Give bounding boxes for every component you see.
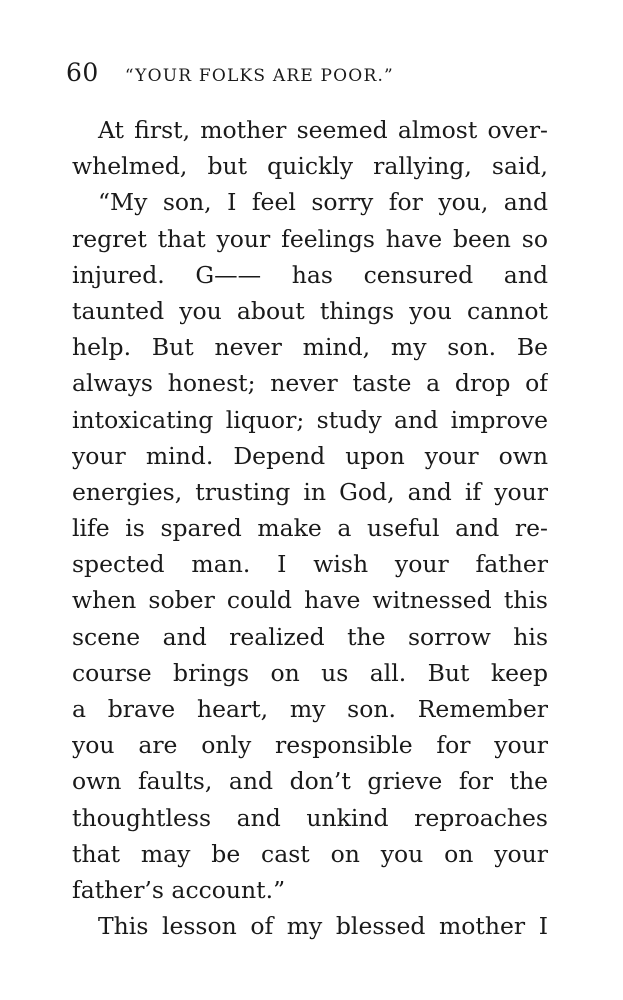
text-line: help. But never mind, my son. Be: [72, 333, 548, 362]
text-line: scene and realized the sorrow his: [72, 622, 548, 651]
running-head: “YOUR FOLKS ARE POOR.”: [124, 66, 394, 86]
text-line: intoxicating liquor; study and improve: [72, 405, 548, 434]
text-line: your mind. Depend upon your own: [72, 441, 548, 470]
text-line: At first, mother seemed almost over-: [98, 116, 548, 144]
text-line: father’s account.”: [72, 875, 286, 904]
text-line: regret that your feelings have been so: [72, 224, 548, 253]
text-line: that may be cast on you on your: [72, 839, 548, 868]
text-line: course brings on us all. But keep: [72, 658, 548, 687]
body-text: [72, 112, 548, 944]
text-line: whelmed, but quickly rallying, said,: [72, 152, 548, 181]
text-line: a brave heart, my son. Remember: [72, 695, 548, 723]
text-line: you are only responsible for your: [72, 731, 548, 760]
text-line: thoughtless and unkind reproaches: [72, 803, 548, 832]
text-line: injured. G—— has censured and: [72, 260, 548, 289]
text-line: always honest; never taste a drop of: [72, 369, 548, 398]
text-line: taunted you about things you cannot: [72, 296, 548, 325]
text-line: This lesson of my blessed mother I: [98, 912, 548, 941]
text-line: “My son, I feel sorry for you, and: [98, 188, 548, 217]
text-line: own faults, and don’t grieve for the: [72, 767, 548, 796]
text-line: when sober could have witnessed this: [72, 586, 548, 615]
text-line: spected man. I wish your father: [72, 550, 548, 579]
text-line: energies, trusting in God, and if your: [72, 477, 548, 506]
text-line: life is spared make a useful and re-: [72, 514, 548, 543]
page-number: 60: [66, 58, 99, 87]
page-header: [66, 58, 394, 94]
